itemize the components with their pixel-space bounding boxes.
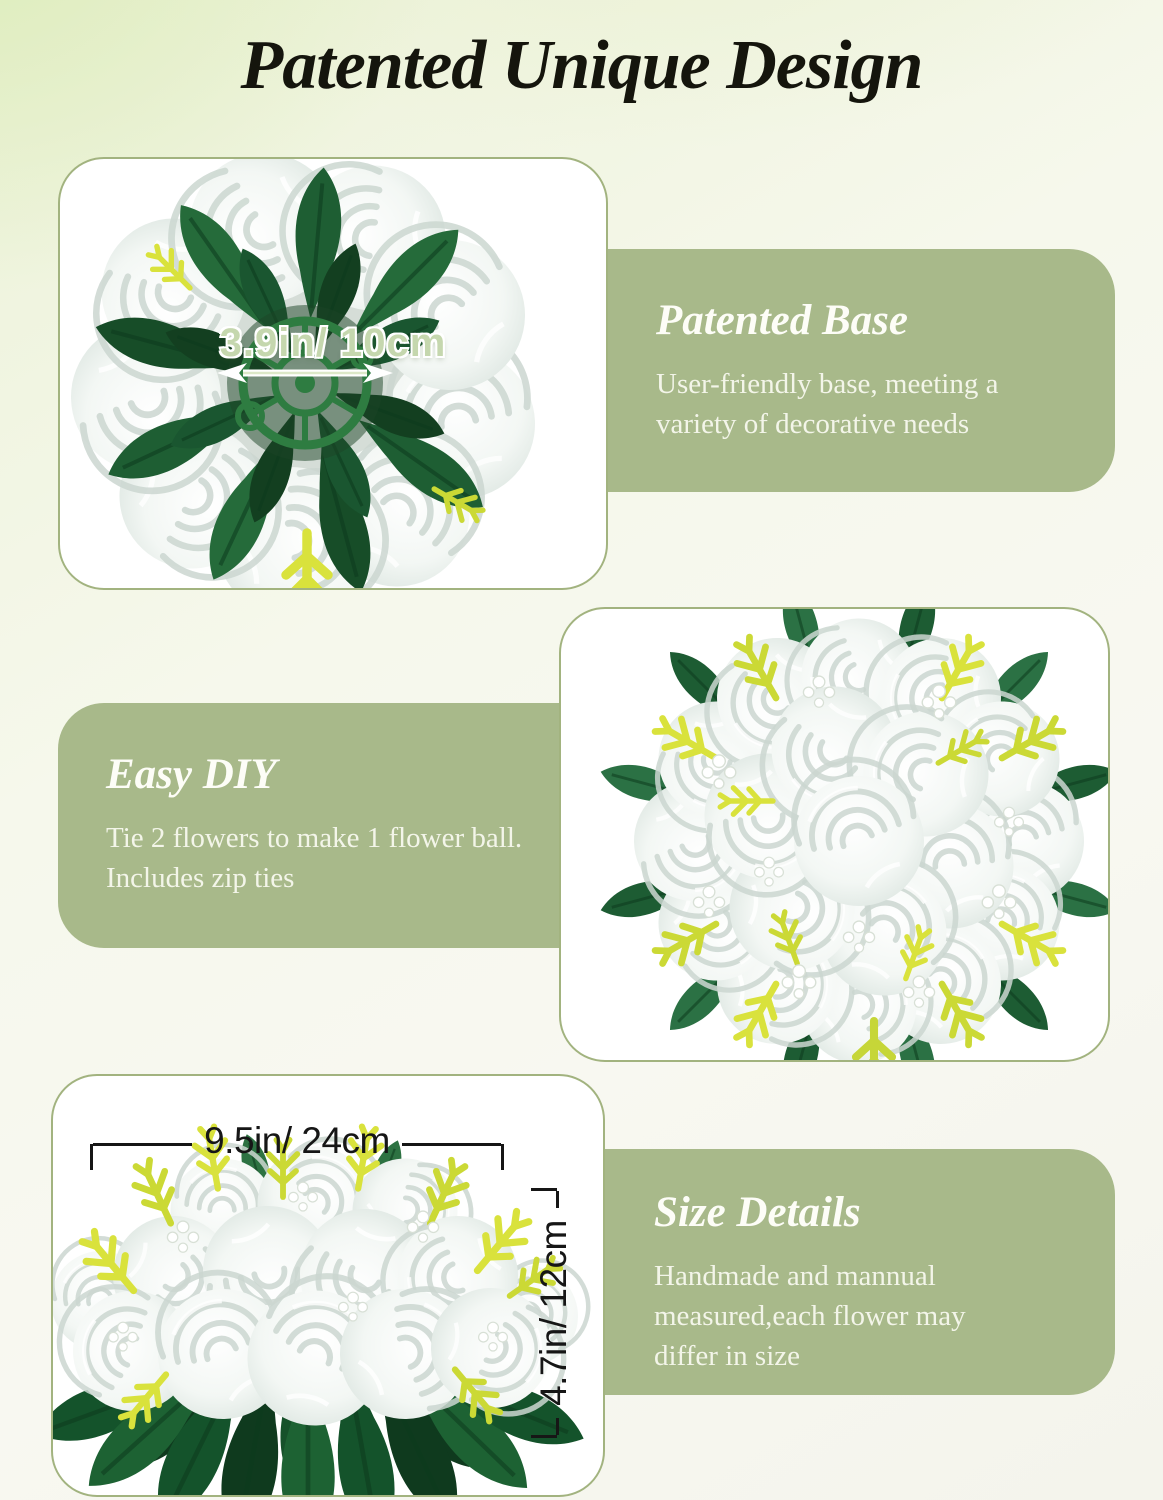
measure-tick-right [501, 1144, 504, 1170]
photo-card-flower-ball [559, 607, 1110, 1062]
measure-line [556, 1191, 559, 1208]
measure-line [402, 1143, 501, 1146]
flower-ball-photo [561, 609, 1108, 1060]
measure-tick-bottom [531, 1435, 557, 1438]
height-measure [533, 1188, 575, 1438]
measure-line [556, 1418, 559, 1435]
feature-title-patented-base: Patented Base [656, 297, 908, 344]
feature-box-size-details [590, 1149, 1115, 1395]
flower-base-photo [60, 159, 606, 588]
feature-box-easy-diy [58, 703, 578, 948]
photo-card-size-details [51, 1074, 605, 1497]
width-measure [90, 1120, 504, 1162]
feature-box-patented-base [590, 249, 1115, 492]
measure-tick-top [531, 1188, 557, 1191]
arrangement-height-label: 4.7in/ 12cm [533, 1220, 574, 1406]
feature-body-easy-diy: Tie 2 flowers to make 1 flower ball. Includes zip ties [106, 822, 523, 895]
feature-body-patented-base: User-friendly base, meeting a variety of decorative needs [656, 368, 999, 441]
arrangement-width-label: 9.5in/ 24cm [204, 1120, 390, 1161]
feature-body-size-details: Handmade and mannual measured,each flower may differ in size [654, 1260, 966, 1373]
feature-title-easy-diy: Easy DIY [106, 751, 277, 798]
base-diameter-label: 3.9in/ 10cm [219, 321, 447, 365]
photo-card-base-bottom-view [58, 157, 608, 590]
feature-title-size-details: Size Details [654, 1189, 861, 1236]
page-title: Patented Unique Design [240, 27, 923, 104]
measure-line [93, 1143, 192, 1146]
measure-tick-left [90, 1144, 93, 1170]
